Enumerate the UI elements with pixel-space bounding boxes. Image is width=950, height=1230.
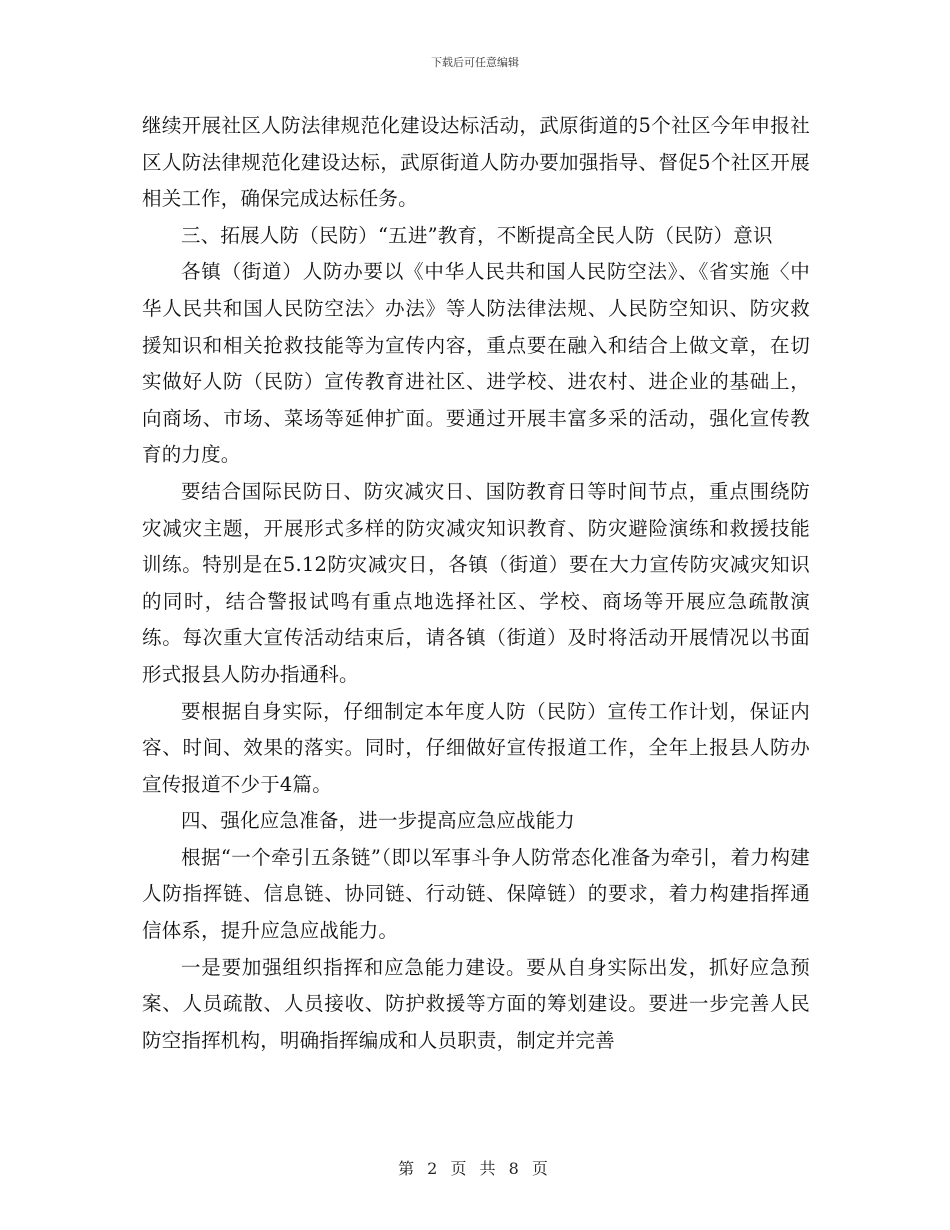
paragraph: 要根据自身实际，仔细制定本年度人防（民防）宣传工作计划，保证内容、时间、效果的落实。同时，仔细做好宣传报道工作，全年上报县人防办宣传报道不少于4篇。 (142, 699, 810, 796)
page-header: 下载后可任意编辑 (431, 56, 519, 69)
paragraph: 根据“一个牵引五条链”（即以军事斗争人防常态化准备为牵引，着力构建人防指挥链、信息链、协同链、行动链、保障链）的要求，着力构建指挥通信体系，提升应急应战能力。 (142, 845, 810, 943)
section-heading-4: 四、强化应急准备，进一步提高应急应战能力 (181, 809, 576, 833)
paragraph: 一是要加强组织指挥和应急能力建设。要从自身实际出发，抓好应急预案、人员疏散、人员接收、防护救援等方面的筹划建设。要进一步完善人民防空指挥机构，明确指挥编成和人员职责，制定并完善 (142, 955, 810, 1052)
paragraph: 各镇（街道）人防办要以《中华人民共和国人民防空法》、《省实施〈中华人民共和国人民防空法〉办法》等人防法律法规、人民防空知识、防灾救援知识和相关抢救技能等为宣传内容，重点要在融入和结合上做文章，在切实做好人防（民防）宣传教育进社区、进学校、进农村、进企业的基础上，向商场、市场、菜场等延伸扩面。要通过开展丰富多采的活动，强化宣传教育的力度。 (142, 260, 810, 467)
document-body (142, 108, 810, 1059)
paragraph: 要结合国际民防日、防灾减灾日、国防教育日等时间节点，重点围绕防灾减灾主题，开展形式多样的防灾减灾知识教育、防灾避险演练和救援技能训练。特别是在5.12防灾减灾日，各镇（街道）要在大力宣传防灾减灾知识的同时，结合警报试鸣有重点地选择社区、学校、商场等开展应急疏散演练。每次重大宣传活动结束后，请各镇（街道）及时将活动开展情况以书面形式报县人防办指通科。 (142, 479, 810, 686)
paragraph-continuation: 继续开展社区人防法律规范化建设达标活动，武原街道的5个社区今年申报社区人防法律规范化建设达标，武原街道人防办要加强指导、督促5个社区开展相关工作，确保完成达标任务。 (142, 114, 810, 211)
section-heading-3: 三、拓展人防（民防）“五进”教育，不断提高全民人防（民防）意识 (181, 223, 773, 247)
page-footer: 第 2 页 共 8 页 (398, 1159, 552, 1178)
